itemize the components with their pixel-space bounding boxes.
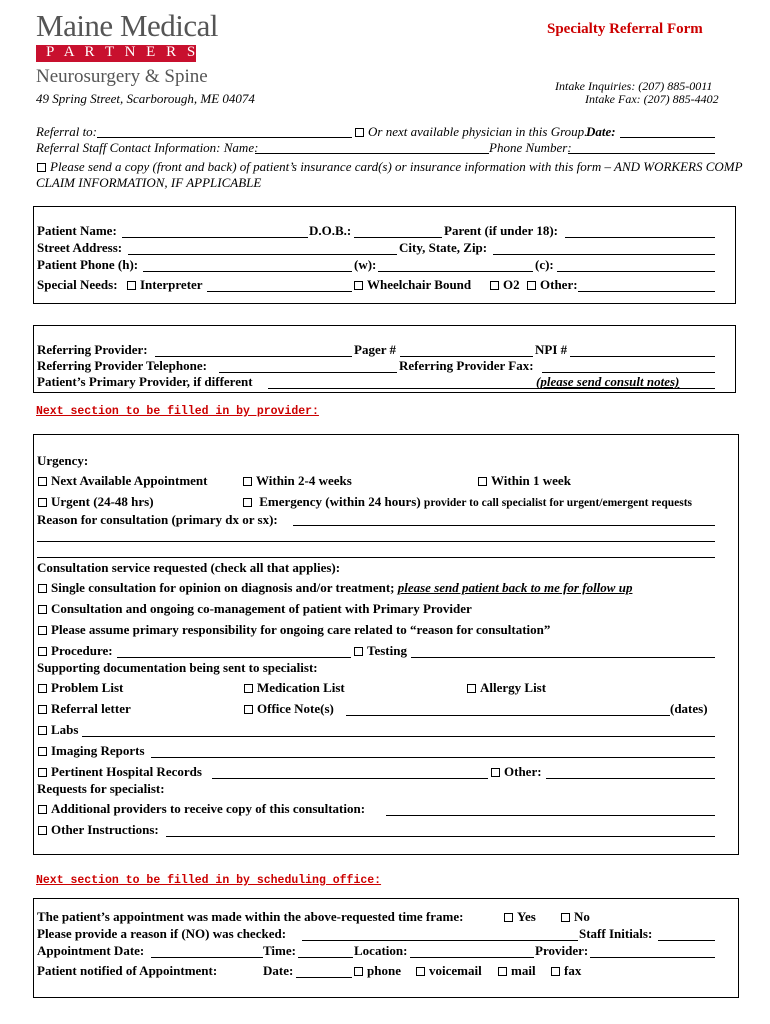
reason-field[interactable]: [293, 525, 715, 526]
special-needs-label: Special Needs:: [37, 277, 118, 292]
doc-imaging-label: Imaging Reports: [51, 743, 145, 758]
checkbox-icon[interactable]: [38, 605, 47, 614]
street-label: Street Address:: [37, 240, 123, 255]
street-field[interactable]: [128, 254, 397, 255]
doc-other[interactable]: [490, 764, 542, 780]
notified-voicemail[interactable]: [415, 963, 482, 979]
checkbox-icon[interactable]: [37, 163, 46, 172]
appt-date-field[interactable]: [151, 957, 263, 958]
doc-other-field[interactable]: [546, 778, 715, 779]
checkbox-icon[interactable]: [244, 705, 253, 714]
checkbox-icon[interactable]: [38, 584, 47, 593]
interpreter-label: Interpreter: [140, 277, 203, 292]
doc-other-label: Other:: [504, 764, 542, 779]
checkbox-icon[interactable]: [38, 826, 47, 835]
phone-c-field[interactable]: [557, 271, 715, 272]
checkbox-icon[interactable]: [478, 477, 487, 486]
o2-option[interactable]: [489, 277, 520, 293]
doc-problem-list-label: Problem List: [51, 680, 124, 695]
doc-allergy-list[interactable]: [466, 680, 546, 696]
primary-provider-label: Patient’s Primary Provider, if different: [37, 374, 253, 389]
checkbox-icon[interactable]: [244, 684, 253, 693]
date-label: Date:: [586, 124, 616, 139]
urgency-2-4-weeks[interactable]: [242, 473, 352, 489]
time-label: Time:: [263, 943, 296, 958]
parent-field[interactable]: [565, 237, 715, 238]
made-within-yes[interactable]: [503, 909, 536, 925]
referral-to-field[interactable]: [97, 137, 352, 138]
doc-labs[interactable]: [37, 722, 78, 738]
doc-imaging[interactable]: [37, 743, 145, 759]
wheelchair-label: Wheelchair Bound: [367, 277, 472, 292]
consult-single-note: please send patient back to me for follow up: [397, 580, 633, 595]
urgency-label: Urgency:: [37, 453, 89, 468]
notified-date-label: Date:: [263, 963, 294, 978]
section-scheduling-heading: Next section to be filled in by scheduling office:: [36, 874, 382, 887]
phone-number-label: Phone Number:: [489, 140, 572, 155]
made-within-no[interactable]: [560, 909, 590, 925]
checkbox-icon[interactable]: [243, 498, 252, 507]
provider-telephone-field[interactable]: [219, 372, 397, 373]
provider-label: Provider:: [535, 943, 589, 958]
reason-label: Reason for consultation (primary dx or sx):: [37, 512, 278, 527]
referring-provider-field[interactable]: [155, 356, 352, 357]
checkbox-icon[interactable]: [38, 726, 47, 735]
doc-office-notes-label: Office Note(s): [257, 701, 334, 716]
checkbox-icon[interactable]: [38, 626, 47, 635]
doc-hospital-label: Pertinent Hospital Records: [51, 764, 202, 779]
consult-procedure[interactable]: [37, 643, 113, 659]
consult-testing[interactable]: [353, 643, 407, 659]
time-field[interactable]: [298, 957, 353, 958]
urgency-emergency[interactable]: [242, 494, 692, 510]
reason-field-line2[interactable]: [37, 541, 715, 542]
logo-line2: P A R T N E R S: [46, 44, 199, 60]
checkbox-icon[interactable]: [127, 281, 136, 290]
address: 49 Spring Street, Scarborough, ME 04074: [36, 91, 255, 106]
pager-label: Pager #: [354, 342, 396, 357]
intake-inquiries: Intake Inquiries: (207) 885-0011: [555, 79, 713, 93]
request-additional-label: Additional providers to receive copy of this consultation:: [51, 801, 366, 816]
consult-notes-note: (please send consult notes): [536, 374, 680, 389]
doc-problem-list[interactable]: [37, 680, 123, 696]
logo-line1: Maine Medical: [36, 8, 219, 43]
other-needs-field[interactable]: [578, 291, 715, 292]
no-reason-label: Please provide a reason if (NO) was checked:: [37, 926, 287, 941]
checkbox-icon[interactable]: [354, 647, 363, 656]
urgency-1-week-label: Within 1 week: [491, 473, 571, 488]
notified-date-field[interactable]: [296, 977, 352, 978]
phone-c-label: (c):: [535, 257, 554, 272]
phone-number-field[interactable]: [568, 153, 715, 154]
checkbox-icon[interactable]: [38, 747, 47, 756]
insurance-note-line2: CLAIM INFORMATION, IF APPLICABLE: [36, 175, 262, 190]
phone-h-label: Patient Phone (h):: [37, 257, 139, 272]
additional-providers-field[interactable]: [386, 815, 715, 816]
doc-referral-letter[interactable]: [37, 701, 131, 717]
provider-fax-label: Referring Provider Fax:: [399, 358, 534, 373]
date-field[interactable]: [620, 137, 715, 138]
urgency-emergency-note: provider to call specialist for urgent/emergent requests: [423, 497, 692, 509]
testing-field[interactable]: [411, 657, 715, 658]
consultation-label: Consultation service requested (check all that applies):: [37, 560, 341, 575]
doc-medication-list-label: Medication List: [257, 680, 345, 695]
staff-name-field[interactable]: [255, 153, 489, 154]
checkbox-icon[interactable]: [38, 477, 47, 486]
urgency-2-4-label: Within 2-4 weeks: [256, 473, 352, 488]
checkbox-icon[interactable]: [504, 913, 513, 922]
checkbox-icon[interactable]: [527, 281, 536, 290]
notified-fax[interactable]: [550, 963, 581, 979]
city-label: City, State, Zip:: [399, 240, 488, 255]
checkbox-icon[interactable]: [354, 967, 363, 976]
labs-field[interactable]: [82, 736, 715, 737]
urgency-next-available-label: Next Available Appointment: [51, 473, 208, 488]
intake-fax: Intake Fax: (207) 885-4402: [585, 92, 719, 106]
npi-field[interactable]: [570, 356, 715, 357]
other-needs-option[interactable]: [526, 277, 578, 293]
checkbox-icon[interactable]: [416, 967, 425, 976]
wheelchair-option[interactable]: [353, 277, 471, 293]
city-field[interactable]: [493, 254, 715, 255]
consult-single-label: Single consultation for opinion on diagnosis and/or treatment;: [51, 580, 395, 595]
interpreter-field[interactable]: [207, 291, 352, 292]
insurance-note[interactable]: [36, 159, 743, 175]
notified-phone[interactable]: [353, 963, 401, 979]
checkbox-icon[interactable]: [490, 281, 499, 290]
npi-label: NPI #: [535, 342, 568, 357]
request-additional[interactable]: [37, 801, 365, 817]
mail-label: mail: [511, 963, 536, 978]
checkbox-icon[interactable]: [243, 477, 252, 486]
other-instructions-field[interactable]: [166, 836, 715, 837]
urgency-urgent[interactable]: [37, 494, 154, 510]
checkbox-icon[interactable]: [38, 768, 47, 777]
urgency-1-week[interactable]: [477, 473, 571, 489]
consult-ongoing-label: Consultation and ongoing co-management of patient with Primary Provider: [51, 601, 472, 616]
patient-name-label: Patient Name:: [37, 223, 117, 238]
yes-label: Yes: [517, 909, 536, 924]
reason-field-line3[interactable]: [37, 557, 715, 558]
consult-testing-label: Testing: [367, 643, 407, 658]
sched-provider-field[interactable]: [590, 957, 715, 958]
doc-labs-label: Labs: [51, 722, 79, 737]
made-within-label: The patient’s appointment was made within the above-requested time frame:: [37, 909, 464, 924]
phone-label: phone: [367, 963, 401, 978]
parent-label: Parent (if under 18):: [444, 223, 558, 238]
dates-label: (dates): [670, 701, 708, 716]
consult-procedure-label: Procedure:: [51, 643, 113, 658]
checkbox-icon[interactable]: [561, 913, 570, 922]
phone-h-field[interactable]: [143, 271, 352, 272]
next-available-option[interactable]: [354, 124, 587, 140]
notified-mail[interactable]: [497, 963, 536, 979]
location-label: Location:: [354, 943, 408, 958]
staff-initials-field[interactable]: [658, 940, 715, 941]
fax-label: fax: [564, 963, 582, 978]
referring-provider-label: Referring Provider:: [37, 342, 148, 357]
urgency-next-available[interactable]: [37, 473, 208, 489]
form-title: Specialty Referral Form: [547, 21, 703, 37]
checkbox-icon[interactable]: [467, 684, 476, 693]
staff-initials-label: Staff Initials:: [579, 926, 653, 941]
phone-w-field[interactable]: [378, 271, 533, 272]
phone-w-label: (w):: [354, 257, 377, 272]
section-provider-heading: Next section to be filled in by provider:: [36, 405, 319, 418]
doc-office-notes[interactable]: [243, 701, 334, 717]
checkbox-icon[interactable]: [354, 281, 363, 290]
request-other[interactable]: [37, 822, 159, 838]
consult-single[interactable]: [37, 580, 632, 596]
no-reason-field[interactable]: [302, 940, 578, 941]
pager-field[interactable]: [400, 356, 533, 357]
provider-telephone-label: Referring Provider Telephone:: [37, 358, 207, 373]
urgency-emergency-label: Emergency (within 24 hours): [259, 494, 421, 509]
imaging-field[interactable]: [151, 757, 715, 758]
documentation-label: Supporting documentation being sent to specialist:: [37, 660, 318, 675]
staff-contact-label: Referral Staff Contact Information: Name:: [36, 140, 259, 155]
doc-hospital[interactable]: [37, 764, 202, 780]
doc-referral-letter-label: Referral letter: [51, 701, 131, 716]
referral-to-label: Referral to:: [36, 124, 98, 139]
consult-ongoing[interactable]: [37, 601, 472, 617]
next-available-label: Or next available physician in this Group.: [368, 124, 588, 139]
hospital-field[interactable]: [212, 778, 488, 779]
dob-field[interactable]: [354, 237, 442, 238]
appt-date-label: Appointment Date:: [37, 943, 145, 958]
notified-label: Patient notified of Appointment:: [37, 963, 218, 978]
insurance-note-text: Please send a copy (front and back) of patient’s insurance card(s) or insurance information with this form – AND WORKERS COMP: [50, 159, 743, 174]
checkbox-icon[interactable]: [38, 498, 47, 507]
dob-label: D.O.B.:: [309, 223, 352, 238]
consult-primary-resp[interactable]: [37, 622, 550, 638]
urgency-urgent-label: Urgent (24-48 hrs): [51, 494, 154, 509]
voicemail-label: voicemail: [429, 963, 482, 978]
checkbox-icon[interactable]: [38, 647, 47, 656]
location-field[interactable]: [410, 957, 534, 958]
request-other-label: Other Instructions:: [51, 822, 159, 837]
checkbox-icon[interactable]: [38, 805, 47, 814]
patient-name-field[interactable]: [122, 237, 308, 238]
logo-line3: Neurosurgery & Spine: [36, 66, 208, 87]
consult-primary-resp-label: Please assume primary responsibility for ongoing care related to “reason for consultation”: [51, 622, 551, 637]
procedure-field[interactable]: [117, 657, 351, 658]
doc-medication-list[interactable]: [243, 680, 345, 696]
doc-allergy-list-label: Allergy List: [480, 680, 547, 695]
other-needs-label: Other:: [540, 277, 578, 292]
interpreter-option[interactable]: [126, 277, 203, 293]
checkbox-icon[interactable]: [38, 684, 47, 693]
checkbox-icon[interactable]: [355, 128, 364, 137]
requests-label: Requests for specialist:: [37, 781, 165, 796]
checkbox-icon[interactable]: [498, 967, 507, 976]
no-label: No: [574, 909, 590, 924]
checkbox-icon[interactable]: [551, 967, 560, 976]
checkbox-icon[interactable]: [38, 705, 47, 714]
o2-label: O2: [503, 277, 520, 292]
provider-fax-field[interactable]: [542, 372, 715, 373]
office-notes-field[interactable]: [346, 715, 670, 716]
checkbox-icon[interactable]: [491, 768, 500, 777]
